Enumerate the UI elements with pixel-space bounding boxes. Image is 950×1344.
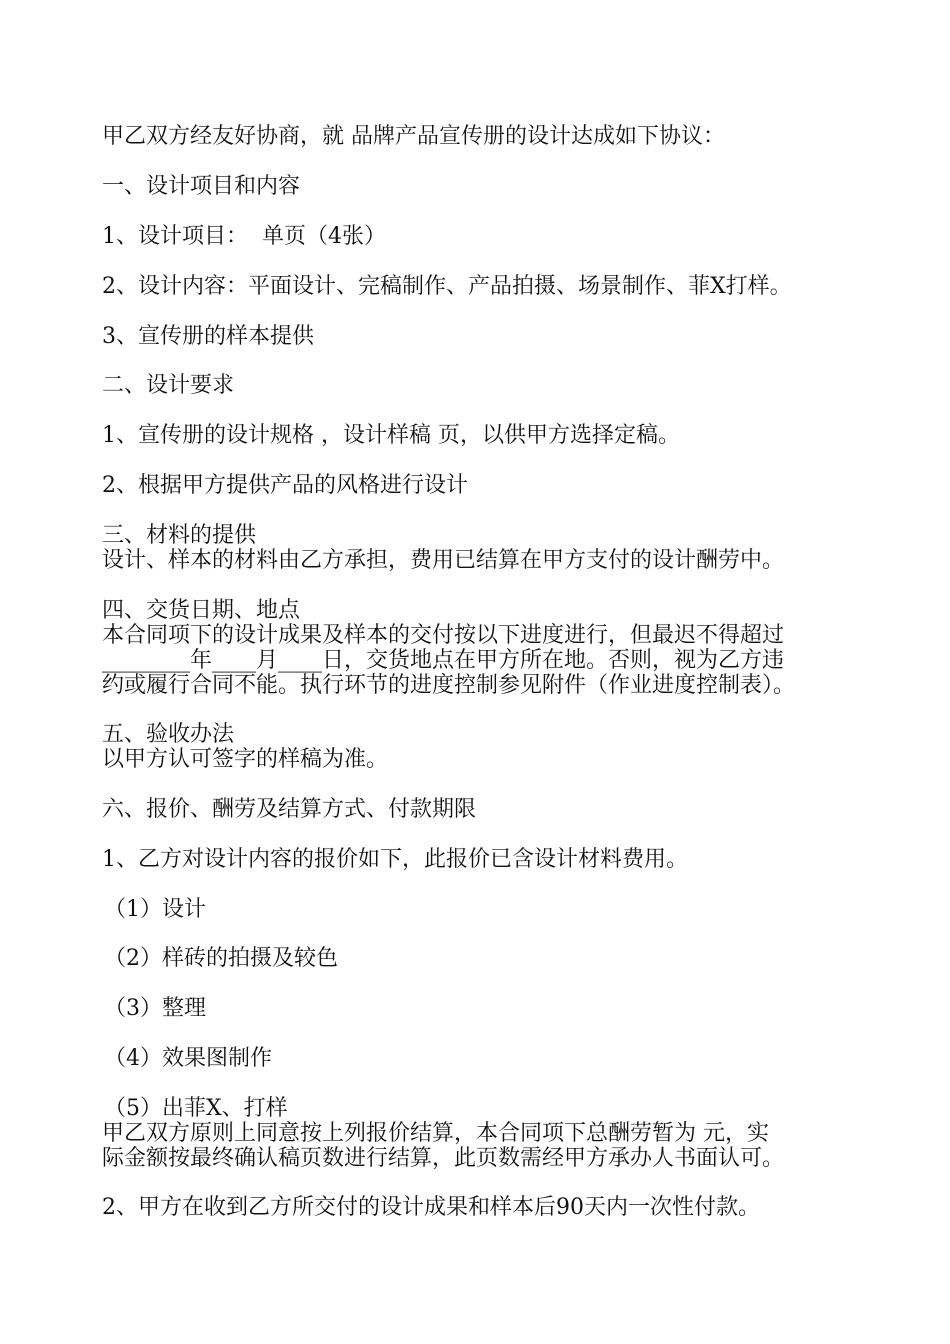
section-6-settle-line-2: 际金额按最终确认稿页数进行结算，此页数需经甲方承办人书面认可。 — [102, 1146, 785, 1171]
section-6-subitem-2: （2）样砖的拍摄及较色 — [104, 946, 338, 971]
section-6-subitem-4: （4）效果图制作 — [104, 1046, 272, 1071]
section-3-body: 设计、样本的材料由乙方承担，费用已结算在甲方支付的设计酬劳中。 — [102, 548, 785, 573]
section-5-body: 以甲方认可签字的样稿为准。 — [102, 747, 389, 772]
section-2-item-1: 1、宣传册的设计规格 ，设计样稿 页，以供甲方选择定稿。 — [102, 423, 680, 448]
intro-paragraph: 甲乙双方经友好协商，就 品牌产品宣传册的设计达成如下协议： — [102, 124, 725, 149]
section-3-heading: 三、材料的提供 — [102, 523, 257, 548]
section-1-heading: 一、设计项目和内容 — [102, 174, 301, 199]
section-4-line-1: 本合同项下的设计成果及样本的交付按以下进度进行，但最迟不得超过 — [102, 623, 785, 648]
section-5-heading: 五、验收办法 — [102, 722, 235, 747]
section-6-item-1: 1、乙方对设计内容的报价如下，此报价已含设计材料费用。 — [102, 847, 688, 872]
section-4-line-3: 约或履行合同不能。执行环节的进度控制参见附件（作业进度控制表）。 — [102, 673, 796, 698]
section-6-subitem-3: （3）整理 — [104, 996, 206, 1021]
section-6-item-2: 2、甲方在收到乙方所交付的设计成果和样本后90天内一次性付款。 — [102, 1195, 760, 1220]
section-1-item-2: 2、设计内容：平面设计、完稿制作、产品拍摄、场景制作、菲X打样。 — [102, 274, 792, 299]
section-4-heading: 四、交货日期、地点 — [102, 598, 301, 623]
section-2-item-2: 2、根据甲方提供产品的风格进行设计 — [102, 473, 468, 498]
section-1-item-3: 3、宣传册的样本提供 — [102, 324, 314, 349]
section-1-item-1: 1、设计项目： 单页（4张） — [102, 224, 386, 249]
section-2-heading: 二、设计要求 — [102, 373, 235, 398]
section-6-heading: 六、报价、酬劳及结算方式、付款期限 — [102, 797, 477, 822]
section-6-subitem-1: （1）设计 — [104, 897, 206, 922]
section-4-line-2: ________年____月____日，交货地点在甲方所在地。否则，视为乙方违 — [102, 648, 785, 673]
section-6-settle-line-1: 甲乙双方原则上同意按上列报价结算，本合同项下总酬劳暂为 元，实 — [102, 1121, 769, 1146]
section-6-subitem-5: （5）出菲X、打样 — [104, 1096, 288, 1121]
